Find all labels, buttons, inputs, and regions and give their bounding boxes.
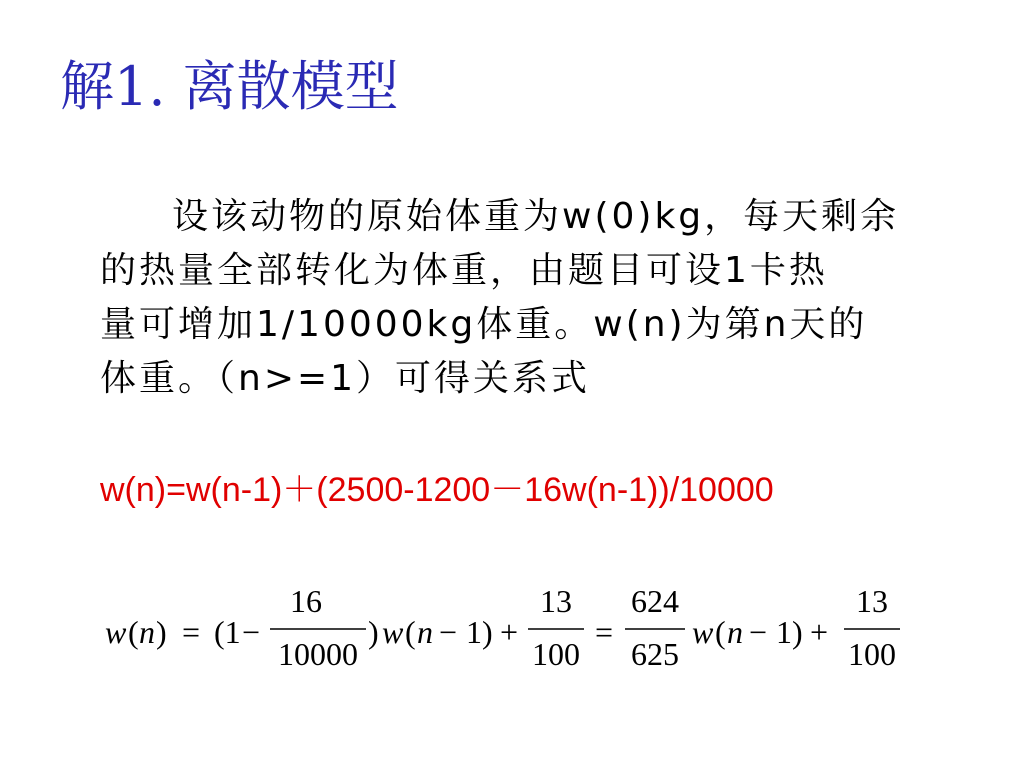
math-minus-3: −: [749, 614, 768, 650]
math-frac1-numerator: 16: [290, 583, 322, 619]
math-equals-2: =: [595, 614, 614, 650]
math-close-paren: ): [368, 614, 379, 650]
math-n-3: n: [727, 614, 743, 650]
math-frac4-numerator: 13: [856, 583, 888, 619]
math-minus-1: −: [242, 614, 261, 650]
math-lhs-paren-open: (: [128, 614, 139, 650]
math-open-paren-one: (1: [214, 614, 241, 650]
body-line-3: 量可增加1/10000kg体重。w(n)为第n天的: [100, 304, 868, 345]
math-frac1-denominator: 10000: [278, 636, 358, 672]
math-paren-open-2: (: [405, 614, 416, 650]
math-lhs-paren-close: ): [156, 614, 167, 650]
math-frac3-denominator: 625: [631, 636, 679, 672]
math-one-close-2: 1): [466, 614, 493, 650]
recurrence-formula-text: w(n)=w(n-1)＋(2500-1200－16w(n-1))/10000: [100, 471, 774, 509]
math-frac2-numerator: 13: [540, 583, 572, 619]
math-frac3-numerator: 624: [631, 583, 679, 619]
math-lhs-w: w: [105, 614, 127, 650]
math-frac2-denominator: 100: [532, 636, 580, 672]
math-one-close-3: 1): [776, 614, 803, 650]
body-line-1: 设该动物的原始体重为w(0)kg，每天剩余: [172, 196, 900, 237]
math-minus-2: −: [439, 614, 458, 650]
math-plus-1: +: [500, 614, 519, 650]
math-plus-2: +: [810, 614, 829, 650]
math-n-2: n: [417, 614, 433, 650]
math-lhs-n: n: [139, 614, 155, 650]
body-line-2: 的热量全部转化为体重，由题目可设1卡热: [100, 250, 828, 291]
math-paren-open-3: (: [715, 614, 726, 650]
math-w-3: w: [692, 614, 714, 650]
body-line-4: 体重。（n>=1）可得关系式: [100, 358, 591, 399]
slide-title: 解1. 离散模型: [60, 55, 399, 118]
recurrence-formula-math: [100, 580, 930, 690]
math-frac4-denominator: 100: [848, 636, 896, 672]
math-equals-1: =: [182, 614, 201, 650]
slide-body-text: [100, 190, 950, 406]
math-w-2: w: [382, 614, 404, 650]
